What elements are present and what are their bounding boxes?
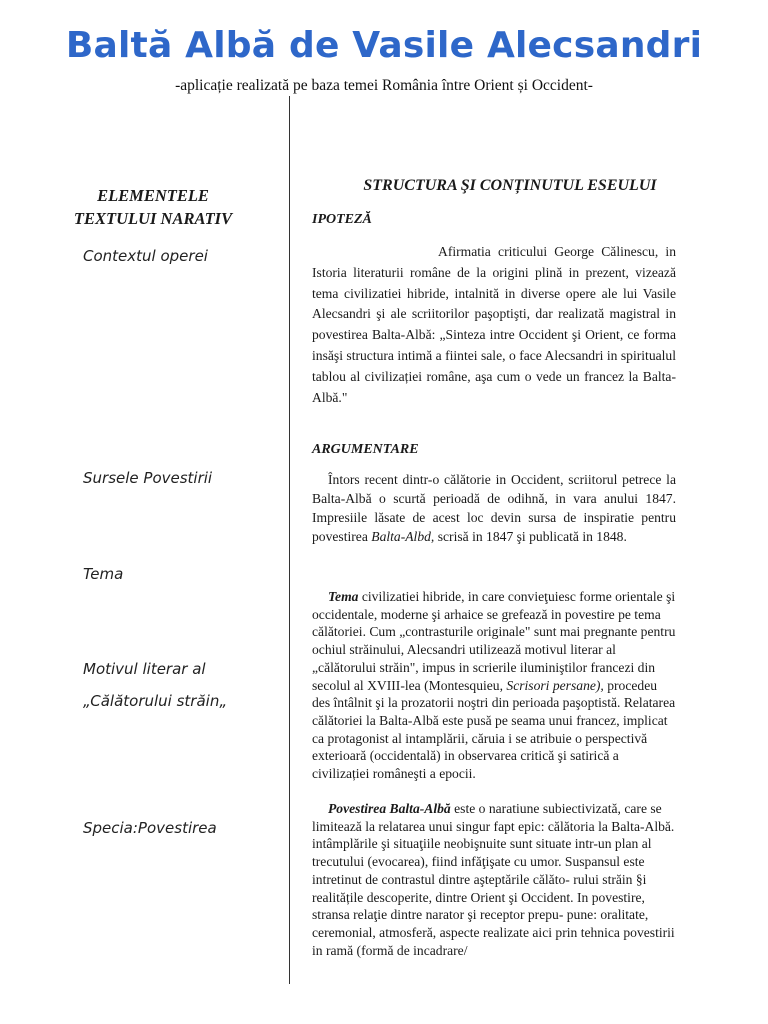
column-divider	[289, 96, 290, 984]
paragraph-tema-keyword: Tema	[328, 589, 359, 604]
paragraph-tema-work-title: Scrisori persane),	[506, 677, 604, 693]
label-tema: Tema	[83, 565, 124, 583]
paragraph-ipoteza: Afirmatia criticului George Călinescu, in Istoria literaturii române de la origini plină in prezent, vizează tema civilizatiei hibride, intalnită in diverse opere ale lui Vasile Alecsandri şi ale scriitorilor paşoptişti, dar realizată magistral in povestirea Balta-Albă: „Sinteza intre Occident şi Orient, ce forma insăşi structura intimă a fiintei sale, o face Alecsandri in spiritualul tablou al civilizației române, aşa cum o vede un francez la Balta-Albă."	[312, 244, 676, 405]
left-column-heading: ELEMENTELE TEXTULUI NARATIV	[73, 186, 233, 228]
section-heading-argumentare: ARGUMENTARE	[312, 442, 419, 457]
paragraph-surse-text-a: Întors recent dintr-o călătorie in Occident, scriitorul petrece la Balta-Albă o scurtă perioadă de odihnă, in vara anului 1847. Impresiile lăsate de acest loc devin sursa de inspiratie pentru povestirea	[312, 472, 676, 544]
paragraph-povestirea-text: este o naratiune subiectivizată, care se limitează la relatarea unui singur fapt epic: călătoria la Balta-Albă. intâmplările şi situaţiile neobişnuite sunt situate intr-un plan al trecutului (evocarea), fiind infăţişate cu umor. Suspansul este intretinut de contrastul dintre aşteptările călăto- rului străin §i realitățile descoperite, dintre Orient şi Occident. In povestire, stransa relaţie dintre narator şi receptor prepu- pune: oralitate, ceremonial, atmosferă, aspecte realizate aici prin tehnica povestirii in ramă (formă de incadrare/	[312, 801, 675, 958]
paragraph-povestirea-keyword: Povestirea Balta-Albă	[328, 801, 451, 816]
paragraph-surse-text-b: scrisă in 1847 şi publicată in 1848.	[434, 529, 627, 544]
paragraph-surse	[312, 470, 676, 546]
label-contextul-operei: Contextul operei	[83, 247, 208, 265]
paragraph-povestirea	[312, 800, 676, 990]
paragraph-surse-work-title: Balta-Albd,	[371, 529, 435, 544]
paragraph-tema-text-b: procedeu des întâlnit şi la prozatorii noştri din perioada paşoptistă. Relatarea călătoriei la Balta-Albă este pusă pe seama unui francez, implicat ca protagonist al intamplării, căruia i se atribuie o perspectivă exterioară (occidentală) in observarea critică şi satirică a civilizației româneşti a epocii.	[312, 677, 676, 782]
document-subtitle: -aplicație realizată pe baza temei România între Orient și Occident-	[175, 77, 593, 94]
document-title: Baltă Albă de Vasile Alecsandri	[65, 25, 703, 66]
right-column-title: STRUCTURA ŞI CONȚINUTUL ESEULUI	[363, 177, 657, 194]
paragraph-tema	[312, 588, 676, 783]
paragraph-tema-text-a: civilizatiei hibride, in care convieţuiesc forme orientale şi occidentale, moderne şi arhaice se grefează in povestire pe tema călătoriei. Cum „contrasturile originale" sunt mai pregnante pentru ochiul străinului, Alecsandri utilizează motivul literar al „călătorului străin", impus in scrierile iluminiştilor francezi din secolul al XVIII-lea (Montesquieu,	[312, 589, 676, 693]
label-motivul-literar: Motivul literar al	[83, 660, 206, 678]
section-heading-ipoteza: IPOTEZĂ	[312, 212, 372, 227]
label-sursele-povestirii: Sursele Povestirii	[83, 469, 213, 487]
label-specia-povestirea: Specia:Povestirea	[83, 819, 217, 837]
label-calatorului-strain: „Călătorului străin„	[83, 692, 228, 710]
